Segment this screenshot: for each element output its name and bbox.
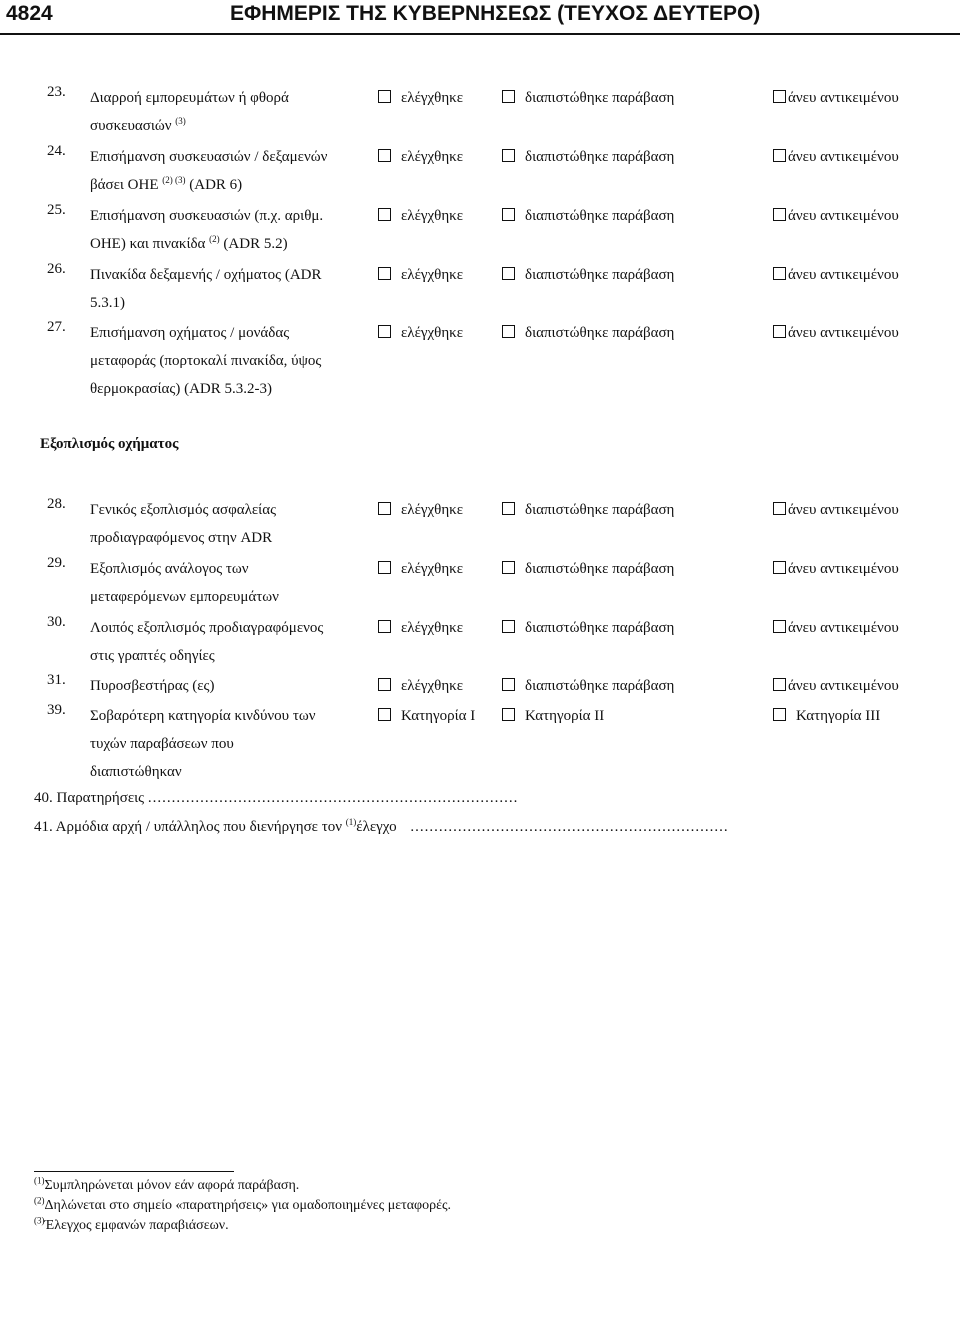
checkbox[interactable] — [378, 149, 391, 162]
na-option[interactable]: άνευ αντικειμένου — [773, 202, 899, 230]
item-number: 26. — [47, 261, 66, 277]
na-option[interactable]: άνευ αντικειμένου — [773, 555, 899, 583]
remarks-label: 40. Παρατηρήσεις — [34, 790, 145, 806]
checkbox[interactable] — [773, 561, 786, 574]
na-option[interactable]: άνευ αντικειμένου — [773, 319, 899, 347]
checkbox[interactable] — [773, 208, 786, 221]
violation-option[interactable]: διαπιστώθηκε παράβαση — [502, 672, 674, 700]
checkbox[interactable] — [773, 325, 786, 338]
checkbox[interactable] — [773, 149, 786, 162]
checked-option[interactable]: ελέγχθηκε — [378, 143, 463, 171]
authority-line[interactable]: 41. Αρμόδια αρχή / υπάλληλος που διενήργησε τον $^{(1)}$έλεγχο ................................................................... — [34, 817, 729, 835]
violation-option[interactable]: διαπιστώθηκε παράβαση — [502, 84, 674, 112]
footnote-3: $^{(3)}$Έλεγχος εμφανών παραβιάσεων. — [34, 1215, 229, 1233]
na-option[interactable]: άνευ αντικειμένου — [773, 496, 899, 524]
checkbox[interactable] — [502, 502, 515, 515]
checkbox[interactable] — [378, 561, 391, 574]
item-number: 31. — [47, 672, 66, 688]
checkbox[interactable] — [773, 708, 786, 721]
checked-option[interactable]: ελέγχθηκε — [378, 555, 463, 583]
na-option[interactable]: άνευ αντικειμένου — [773, 261, 899, 289]
checkbox[interactable] — [378, 678, 391, 691]
item-number: 39. — [47, 702, 66, 718]
checkbox[interactable] — [773, 502, 786, 515]
item-number: 23. — [47, 84, 66, 100]
na-option[interactable]: άνευ αντικειμένου — [773, 143, 899, 171]
checkbox[interactable] — [773, 90, 786, 103]
checkbox[interactable] — [502, 620, 515, 633]
item-label: Επισήμανση συσκευασιών (π.χ. αριθμ. ΟΗΕ) και πινακίδα $^{(2)}$ (ADR 5.2) — [90, 208, 324, 252]
checkbox[interactable] — [502, 561, 515, 574]
checked-option[interactable]: ελέγχθηκε — [378, 84, 463, 112]
item-label: Επισήμανση συσκευασιών / δεξαμενών βάσει ΟΗΕ $^{(2) (3)}$ (ADR 6) — [90, 149, 328, 193]
violation-option[interactable]: διαπιστώθηκε παράβαση — [502, 319, 674, 347]
checkbox[interactable] — [502, 325, 515, 338]
item-label: Λοιπός εξοπλισμός προδιαγραφόμενος στις γραπτές οδηγίες — [90, 620, 324, 664]
checkbox[interactable] — [502, 267, 515, 280]
checkbox[interactable] — [378, 267, 391, 280]
item-number: 24. — [47, 143, 66, 159]
item-label: Σοβαρότερη κατηγορία κινδύνου των τυχών παραβάσεων που διαπιστώθηκαν — [90, 708, 316, 780]
gazette-title: ΕΦΗΜΕΡΙΣ ΤΗΣ ΚΥΒΕΡΝΗΣΕΩΣ (ΤΕΥΧΟΣ ΔΕΥΤΕΡΟ) — [230, 2, 761, 25]
item-label: Επισήμανση οχήματος / μονάδας μεταφοράς (πορτοκαλί πινακίδα, ύψος θερμοκρασίας) (ADR 5.3.2-3) — [90, 325, 322, 397]
checked-option[interactable]: ελέγχθηκε — [378, 202, 463, 230]
section-title: Εξοπλισμός οχήματος — [40, 436, 179, 452]
violation-option[interactable]: διαπιστώθηκε παράβαση — [502, 202, 674, 230]
footnote-1: $^{(1)}$Συμπληρώνεται μόνον εάν αφορά παράβαση. — [34, 1175, 300, 1193]
item-number: 27. — [47, 319, 66, 335]
footnote-rule — [34, 1171, 234, 1172]
page-number: 4824 — [6, 2, 53, 25]
remarks-fill-dots[interactable]: .............................................................................. — [147, 790, 519, 806]
category-iii-option[interactable]: Κατηγορία III — [773, 702, 880, 730]
item-number: 25. — [47, 202, 66, 218]
violation-option[interactable]: διαπιστώθηκε παράβαση — [502, 555, 674, 583]
checkbox[interactable] — [773, 620, 786, 633]
page-header — [0, 0, 960, 32]
item-label: Πινακίδα δεξαμενής / οχήματος (ADR 5.3.1) — [90, 267, 322, 311]
violation-option[interactable]: διαπιστώθηκε παράβαση — [502, 614, 674, 642]
category-ii-option[interactable]: Κατηγορία II — [502, 702, 604, 730]
checkbox[interactable] — [378, 208, 391, 221]
violation-option[interactable]: διαπιστώθηκε παράβαση — [502, 143, 674, 171]
item-number: 28. — [47, 496, 66, 512]
remarks-line[interactable] — [34, 790, 518, 807]
checked-option[interactable]: ελέγχθηκε — [378, 319, 463, 347]
authority-label: 41. Αρμόδια αρχή / υπάλληλος που διενήργησε τον — [34, 819, 343, 835]
checked-option[interactable]: ελέγχθηκε — [378, 614, 463, 642]
checked-option[interactable]: ελέγχθηκε — [378, 261, 463, 289]
violation-option[interactable]: διαπιστώθηκε παράβαση — [502, 496, 674, 524]
violation-option[interactable]: διαπιστώθηκε παράβαση — [502, 261, 674, 289]
item-number: 30. — [47, 614, 66, 630]
checkbox[interactable] — [378, 325, 391, 338]
checkbox[interactable] — [502, 149, 515, 162]
checkbox[interactable] — [502, 90, 515, 103]
checkbox[interactable] — [378, 708, 391, 721]
checkbox[interactable] — [378, 620, 391, 633]
na-option[interactable]: άνευ αντικειμένου — [773, 84, 899, 112]
category-i-option[interactable]: Κατηγορία I — [378, 702, 475, 730]
na-option[interactable]: άνευ αντικειμένου — [773, 614, 899, 642]
checkbox[interactable] — [502, 678, 515, 691]
checked-option[interactable]: ελέγχθηκε — [378, 672, 463, 700]
item-label: Διαρροή εμπορευμάτων ή φθορά συσκευασιών $^{(3)}$ — [90, 90, 289, 134]
checked-option[interactable]: ελέγχθηκε — [378, 496, 463, 524]
checkbox[interactable] — [378, 90, 391, 103]
item-label: Γενικός εξοπλισμός ασφαλείας προδιαγραφόμενος στην ADR — [90, 502, 277, 546]
authority-fill-dots[interactable]: ................................................................... — [410, 819, 729, 835]
header-rule — [0, 33, 960, 35]
item-label: Πυροσβεστήρας (ες) — [90, 678, 215, 694]
checkbox[interactable] — [502, 708, 515, 721]
item-number: 29. — [47, 555, 66, 571]
checkbox[interactable] — [773, 267, 786, 280]
footnote-2: $^{(2)}$Δηλώνεται στο σημείο «παρατηρήσεις» για ομαδοποιημένες μεταφορές. — [34, 1195, 452, 1213]
checkbox[interactable] — [502, 208, 515, 221]
checkbox[interactable] — [773, 678, 786, 691]
na-option[interactable]: άνευ αντικειμένου — [773, 672, 899, 700]
checkbox[interactable] — [378, 502, 391, 515]
item-label: Εξοπλισμός ανάλογος των μεταφερόμενων εμπορευμάτων — [90, 561, 279, 605]
